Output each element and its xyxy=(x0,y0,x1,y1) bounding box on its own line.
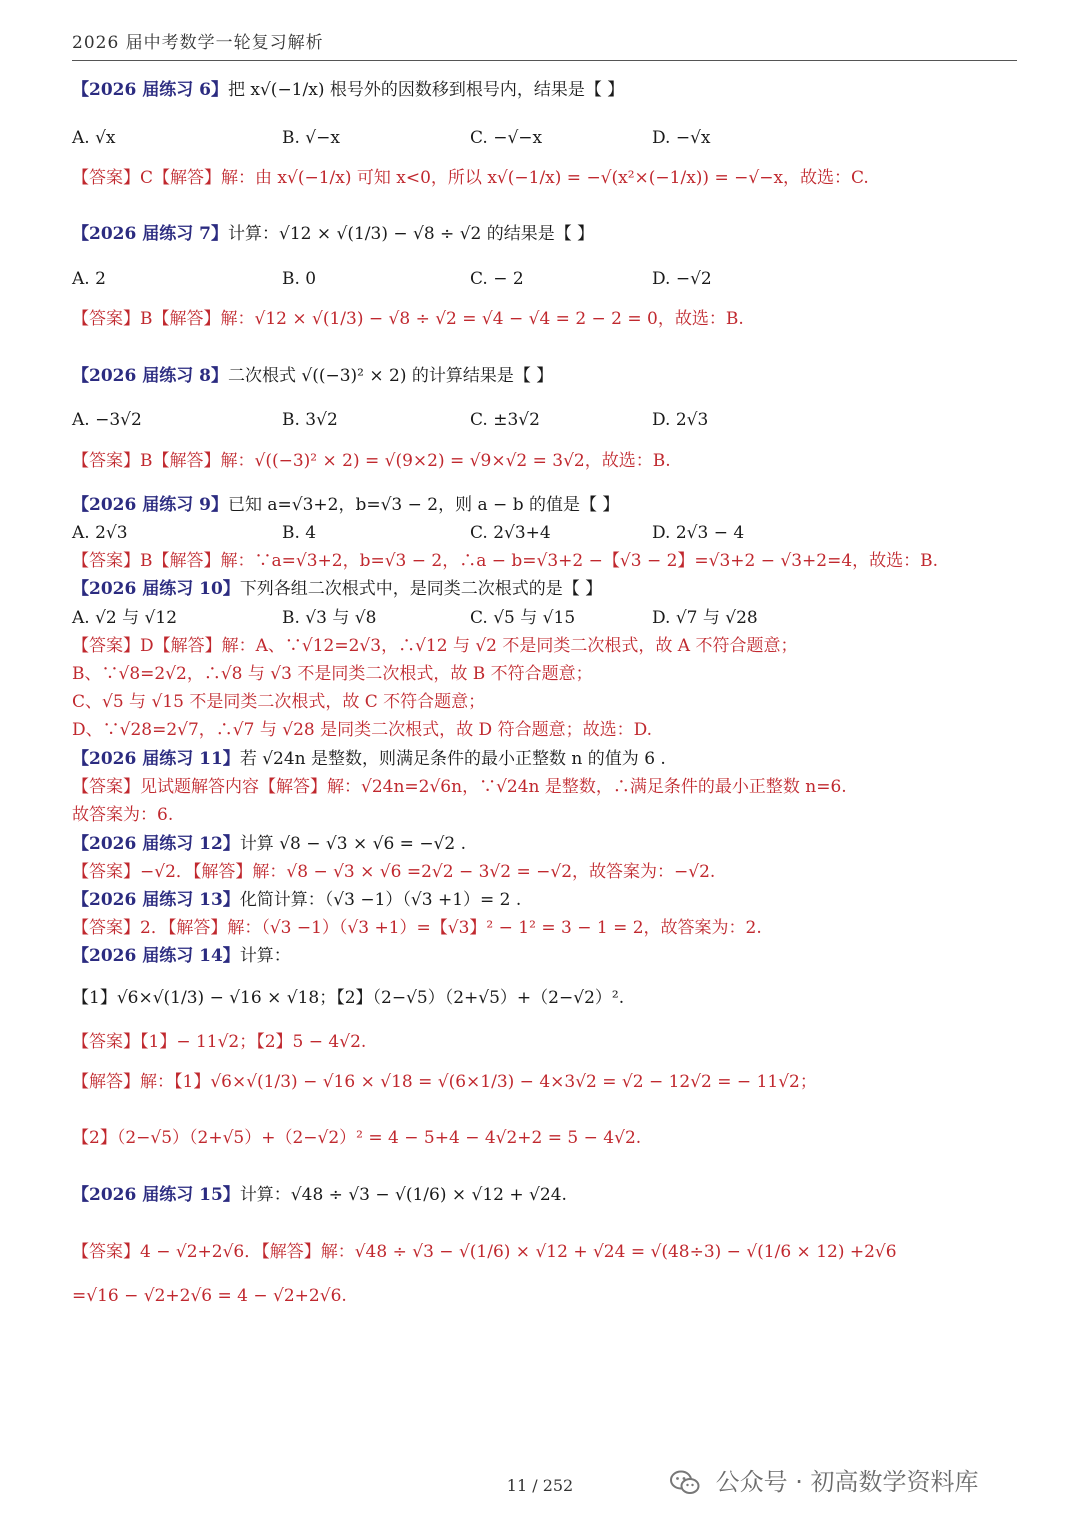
question-text: 计算 √8 − √3 × √6 = −√2 . xyxy=(239,834,467,854)
choice-option: B. √−x xyxy=(282,128,340,148)
text-line-p11-ans2 xyxy=(72,803,173,827)
question-text: 已知 a=√3+2，b=√3 − 2，则 a − b 的值是【 】 xyxy=(227,495,620,515)
exercise-label: 【2026 届练习 15】 xyxy=(72,1185,240,1205)
exercise-label: 【2026 届练习 7】 xyxy=(72,224,228,244)
text-line-p15-ans2 xyxy=(72,1284,347,1308)
exercise-label: 【2026 届练习 8】 xyxy=(72,366,228,386)
choice-option: D. −√x xyxy=(652,128,711,148)
exercise-label: 【2026 届练习 12】 xyxy=(72,834,240,854)
answer-text: 【答案】−√2．【解答】解：√8 − √3 × √6 =2√2 − 3√2 = −√2，故答案为：−√2. xyxy=(72,862,716,882)
choice-option: D. 2√3 − 4 xyxy=(652,523,745,543)
choice-option: B. √3 与 √8 xyxy=(282,608,377,628)
exercise-label: 【2026 届练习 14】 xyxy=(72,946,240,966)
choice-option: D. 2√3 xyxy=(652,410,709,430)
answer-text: 【2】（2−√5）（2+√5）+（2−√2）² = 4 − 5+4 − 4√2+2 = 5 − 4√2. xyxy=(72,1128,642,1148)
answer-text: 【答案】B【解答】解：∵a=√3+2，b=√3 − 2，∴a − b=√3+2 −【√3 − 2】=√3+2 − √3+2=4，故选：B. xyxy=(72,551,939,571)
answer-text: C、√5 与 √15 不是同类二次根式，故 C 不符合题意； xyxy=(72,692,486,712)
watermark xyxy=(670,1462,979,1497)
choice-option: B. 3√2 xyxy=(282,410,338,430)
question-text: 【1】√6×√(1/3) − √16 × √18；【2】（2−√5）（2+√5）+（2−√2）². xyxy=(72,988,625,1008)
choice-option: A. √2 与 √12 xyxy=(72,608,178,628)
question-text: 计算：√48 ÷ √3 − √(1/6) × √12 + √24. xyxy=(239,1185,567,1205)
page-header xyxy=(72,28,1017,61)
answer-text: 【答案】见试题解答内容【解答】解：√24n=2√6n，∵√24n 是整数，∴满足条件的最小正整数 n=6. xyxy=(72,777,847,797)
text-line-p9-ans xyxy=(72,549,938,573)
choice-option: C. ±3√2 xyxy=(470,410,540,430)
text-line-p13-q xyxy=(72,888,521,912)
choice-option: A. 2 xyxy=(72,269,106,289)
choice-option: D. −√2 xyxy=(652,269,712,289)
question-text: 二次根式 √((−3)² × 2) 的计算结果是【 】 xyxy=(227,366,554,386)
answer-text: 【答案】4 − √2+2√6．【解答】解：√48 ÷ √3 − √(1/6) × √12 + √24 = √(48÷3) − √(1/6 × 12) +2√6 xyxy=(72,1242,897,1262)
answer-text: 【答案】2．【解答】解：（√3 −1）（√3 +1）=【√3】² − 1² = 3 − 1 = 2，故答案为：2. xyxy=(72,918,762,938)
question-text: 化简计算：（√3 −1）（√3 +1）= 2 . xyxy=(239,890,522,910)
answer-text: 故答案为：6. xyxy=(72,805,174,825)
text-line-p11-q xyxy=(72,747,666,771)
question-text: 若 √24n 是整数，则满足条件的最小正整数 n 的值为 6 . xyxy=(239,749,666,769)
question-text: 把 x√(−1/x) 根号外的因数移到根号内，结果是【 】 xyxy=(227,80,625,100)
page-number: 11 / 252 xyxy=(506,1476,574,1495)
choice-option: C. −√−x xyxy=(470,128,543,148)
answer-text: B、∵√8=2√2，∴√8 与 √3 不是同类二次根式，故 B 不符合题意； xyxy=(72,664,593,684)
text-line-p10-ans1 xyxy=(72,634,798,658)
question-text: 下列各组二次根式中，是同类二次根式的是【 】 xyxy=(239,579,603,599)
text-line-p15-ans xyxy=(72,1240,897,1264)
text-line-p11-ans1 xyxy=(72,775,847,799)
text-line-p7-ans xyxy=(72,307,744,331)
text-line-p13-ans xyxy=(72,916,762,940)
choice-option: B. 0 xyxy=(282,269,317,289)
answer-text: 【答案】【1】− 11√2；【2】5 − 4√2. xyxy=(72,1032,367,1052)
text-line-p14-parts xyxy=(72,986,624,1010)
choice-option: D. √7 与 √28 xyxy=(652,608,758,628)
choice-option: C. − 2 xyxy=(470,269,524,289)
text-line-p10-ans3 xyxy=(72,690,485,714)
exercise-label: 【2026 届练习 13】 xyxy=(72,890,240,910)
text-line-p6-q xyxy=(72,78,624,102)
text-line-p12-q xyxy=(72,832,466,856)
answer-text: 【答案】C【解答】解：由 x√(−1/x) 可知 x<0，所以 x√(−1/x) = −√(x²×(−1/x)) = −√−x，故选：C. xyxy=(72,168,869,188)
choice-option: A. −3√2 xyxy=(72,410,142,430)
answer-text: 【答案】B【解答】解：√((−3)² × 2) = √(9×2) = √9×√2 = 3√2，故选：B. xyxy=(72,451,671,471)
answer-text: 【答案】D【解答】解：A、∵√12=2√3，∴√12 与 √2 不是同类二次根式，故 A 不符合题意； xyxy=(72,636,798,656)
text-line-p15-q xyxy=(72,1183,567,1207)
text-line-p14-sol1 xyxy=(72,1070,817,1094)
exercise-label: 【2026 届练习 11】 xyxy=(72,749,240,769)
choice-option: A. √x xyxy=(72,128,116,148)
text-line-p8-ans xyxy=(72,449,671,473)
answer-text: D、∵√28=2√7，∴√7 与 √28 是同类二次根式，故 D 符合题意；故选：D. xyxy=(72,720,652,740)
text-line-p10-q xyxy=(72,577,602,601)
text-line-p14-ans xyxy=(72,1030,366,1054)
answer-text: 【解答】解：【1】√6×√(1/3) − √16 × √18 = √(6×1/3) − 4×3√2 = √2 − 12√2 = − 11√2； xyxy=(72,1072,817,1092)
answer-text: =√16 − √2+2√6 = 4 − √2+2√6. xyxy=(72,1286,347,1306)
header-title: 2026 届中考数学一轮复习解析 xyxy=(72,33,324,53)
choice-option: C. √5 与 √15 xyxy=(470,608,576,628)
exercise-label: 【2026 届练习 9】 xyxy=(72,495,228,515)
text-line-p14-sol2 xyxy=(72,1126,641,1150)
text-line-p6-ans xyxy=(72,166,869,190)
question-text: 计算： xyxy=(239,946,291,966)
question-text: 计算：√12 × √(1/3) − √8 ÷ √2 的结果是【 】 xyxy=(227,224,595,244)
choice-option: B. 4 xyxy=(282,523,317,543)
text-line-p10-ans2 xyxy=(72,662,593,686)
choice-option: C. 2√3+4 xyxy=(470,523,551,543)
text-line-p7-q xyxy=(72,222,594,246)
text-line-p12-ans xyxy=(72,860,715,884)
exercise-label: 【2026 届练习 10】 xyxy=(72,579,240,599)
text-line-p9-q xyxy=(72,493,619,517)
text-line-p14-q xyxy=(72,944,291,968)
answer-text: 【答案】B【解答】解：√12 × √(1/3) − √8 ÷ √2 = √4 − √4 = 2 − 2 = 0，故选：B. xyxy=(72,309,744,329)
text-line-p10-ans4 xyxy=(72,718,652,742)
wechat-icon xyxy=(670,1470,700,1496)
exercise-label: 【2026 届练习 6】 xyxy=(72,80,228,100)
watermark-text: 公众号 · 初高数学资料库 xyxy=(715,1468,979,1496)
choice-option: A. 2√3 xyxy=(72,523,128,543)
text-line-p8-q xyxy=(72,364,553,388)
